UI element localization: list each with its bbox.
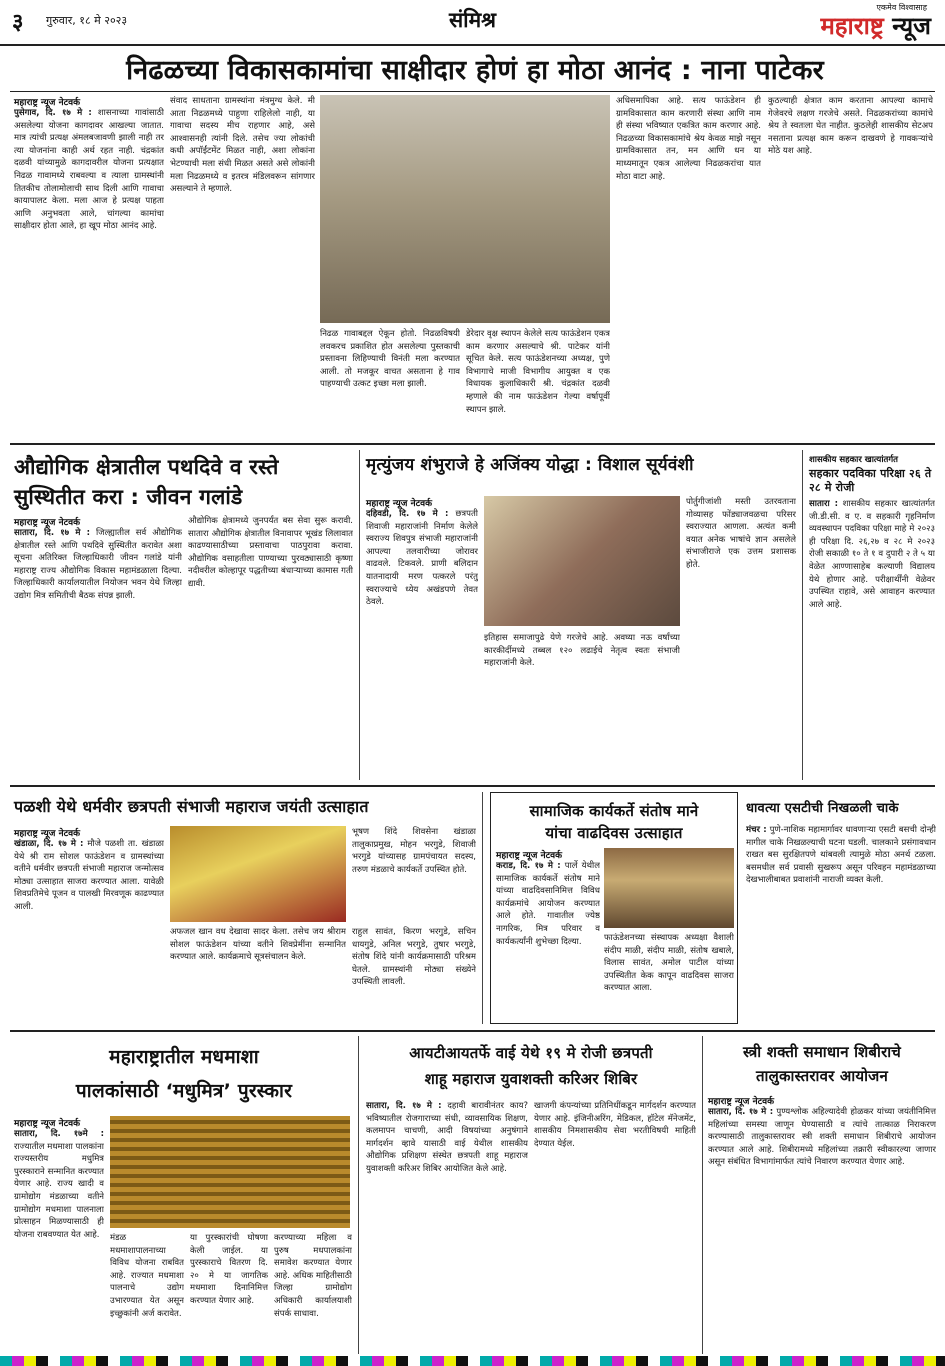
article-column: अफजल खान वध देखावा सादर केला. तसेच जय श्रीराम सोशल फाऊंडेशन यांच्या वतीने शिवप्रेमींना सन्मानित करण्यात आले. कार्यक्रमाचे सूत्रसंचालन केले. [170, 927, 346, 963]
photo-jayanti-banner [170, 826, 346, 922]
headline-st-bus-wheels: धावत्या एसटीची निखळली चाके [746, 801, 899, 816]
article-column: पोर्तुगीजांशी मस्ती उतरवताना गोव्यासह फोंड्याजवळचा परिसर स्वराज्यात आणला. अत्यंत कमी वयात अनेक भाषांचे ज्ञान असलेले संभाजीराजे एक उत्तम प्रशासक होते. [686, 497, 796, 570]
article-column: सातारा : शासकीय सहकार खात्यांतर्गत जी.डी.सी. व ए. व सहकारी गृहनिर्माण व्यवस्थापन पदविका परिक्षा माहे मे २०२३ ही परिक्षा दि. २६,२७ व २८ मे २०२३ रोजी सकाळी १० ते १ व दुपारी २ ते ५ या वेळेत आण्णासाहेब कल्याणी विद्यालय येथे होणार आहे. परीक्षार्थींनी वेळेवर उपस्थित राहावे, असे आवाहन करण्यात आले आहे. [809, 499, 935, 610]
article-column: कराड, दि. १७ मे : पार्ले येथील सामाजिक कार्यकर्ते संतोष माने यांच्या वाढदिवसानिमित्त विविध कार्यक्रमांचे आयोजन करण्यात आले होते. गावातील ज्येष्ठ नागरिक, मित्र परिवार व कार्यकर्त्यांनी शुभेच्छा दिल्या. [496, 861, 600, 947]
article-column: खंडाळा, दि. १७ मे : मौजे पळशी ता. खंडाळा येथे श्री राम सोशल फाऊंडेशन व ग्रामस्थांच्या वतीने धर्मवीर छत्रपती संभाजी महाराज जन्मोत्सव मोठ्या उत्साहात साजरा करण्यात आला. यावेळी शिवप्रतिमेचे पूजन व पालखी मिरवणूक काढण्यात आली. [14, 839, 164, 912]
article-column: अधिसमापिका आहे. सत्य फाऊंडेशन ही ग्रामविकासात काम करणारी संस्था आणि नाम ही संस्था भविष्यात एकत्रित काम करणार आहे. निढळच्या विकासकामांचे श्रेय केवळ माझे नसून ग्रामविकासात तन, मन आणि धन या माध्यमातून एकत्र आलेल्या निढळकरांचा यात मोठा वाटा आहे. [616, 96, 761, 182]
byline: महाराष्ट्र न्यूज नेटवर्क [496, 851, 563, 861]
headline-palashi-jayanti: पळशी येथे धर्मवीर छत्रपती संभाजी महाराज जयंती उत्साहात [14, 797, 369, 816]
page-number: ३ [12, 10, 24, 35]
article-column: सातारा, दि. १७ मे : पुण्यश्लोक अहिल्यादेवी होळकर यांच्या जयंतीनिमित्त महिलांच्या समस्या जाणून घेण्यासाठी व त्यांचे तात्काळ निराकरण करण्यासाठी तालुकास्तरावर स्त्री शक्ती समाधान शिबीराचे आयोजन करण्यात आले आहे. शिबीरामध्ये महिलांच्या तक्रारी स्वीकारल्या जाणार असून संबंधित विभागांमार्फत त्यांचे निवारण करण्यात येणार आहे. [708, 1107, 936, 1168]
article-column: कुठल्याही क्षेत्रात काम करताना आपल्या कामाचे गेजेवरचे लक्षण गरजेचे असते. निढळकरांच्या कामांचे श्रेय ते स्वतःला घेत नाहीत. कुठलेही शासकीय सेटअप नसताना प्रत्यक्ष काम करून दाखवणे हे गावकऱ्यांचे मोठे यश आहे. [768, 96, 933, 157]
article-column: मंडळ मधमाशापालनाच्या विविध योजना राबवित आहे. राज्यात मधमाशा पालनाचे उद्योग उभारण्यात येत असून इच्छुकांनी अर्ज करावेत. [110, 1233, 184, 1319]
article-column: दहिवडी, दि. १७ मे : छत्रपती शिवाजी महाराजांनी निर्माण केलेले स्वराज्य शिवपुत्र संभाजी महाराजांनी आपल्या तलवारीच्या जोरावर वाढवले. टिकवले. प्राणी बलिदान यातनादायी मरण पत्करले परंतु स्वराज्याचे ध्येय अखंडपणे तेवत ठेवले. [366, 509, 478, 608]
headline-stri-shakti-camp: स्त्री शक्ती समाधान शिबीराचे तालुकास्तरावर आयोजन [742, 1043, 902, 1085]
article-column: करण्याच्या महिला व पुरुष मधपालकांना समावेश करण्यात येणार आहे. अधिक माहितीसाठी जिल्हा ग्रामोद्योग अधिकारी कार्यालयाशी संपर्क साधावा. [274, 1233, 352, 1319]
headline-industrial-roads: औद्योगिक क्षेत्रातील पथदिवे व रस्ते सुस्थितीत करा : जीवन गलांडे [14, 455, 279, 509]
article-column: मंचर : पुणे-नाशिक महामार्गावर धावणाऱ्या एसटी बसची दोन्ही मागील चाके निखळल्याची घटना घडली. चालकाने प्रसंगावधान राखत बस सुरक्षितपणे थांबवली त्यामुळे मोठा अनर्थ टळला. बसमधील सर्व प्रवासी सुखरूप असून परिवहन महामंडळाच्या देखभालीबाबत प्रवाशांनी नाराजी व्यक्त केली. [746, 825, 936, 886]
article-column: सातारा, दि. १७मे : राज्यातील मधमाशा पालकांना राज्यस्तरीय मधुमित्र पुरस्काराने सन्मानित करण्यात येणार आहे. राज्य खादी व ग्रामोद्योग मंडळाच्या वतीने ग्रामोद्योग मधमाशा पालनाला प्रोत्साहन मिळण्यासाठी ही योजना राबवण्यात येत आहे. [14, 1129, 104, 1240]
photo-beehive-frame [110, 1116, 350, 1228]
headline-santosh-mane: सामाजिक कार्यकर्ते संतोष माने यांचा वाढदिवस उत्साहात [529, 802, 699, 842]
headline-sambhaji-maharaj: मृत्युंजय शंभुराजे हे अजिंक्य योद्धा : विशाल सूर्यवंशी [366, 455, 694, 475]
article-column: डेरेदार वृक्ष स्थापन केलेले सत्य फाऊंडेशन एकत्र काम करणार असल्याचे श्री. पाटेकर यांनी सूचित केले. सत्य फाऊंडेशनच्या अध्यक्ष, पुणे विभागाचे माजी विभागीय आयुक्त व एक विधायक कुलाधिकारी श्री. चंद्रकांत दळवी म्हणाले की नाम फाऊंडेशन गेल्या वर्षापूर्वी स्थापन झाले. [466, 329, 610, 415]
article-column: इतिहास समाजापुढे येणे गरजेचे आहे. अवघ्या नऊ वर्षांच्या कारकीर्दीमध्ये तब्बल १२० लढाईचे नेतृत्व स्वतः संभाजी महाराजांनी केले. [484, 633, 680, 669]
byline: महाराष्ट्र न्यूज नेटवर्क [14, 829, 81, 839]
article-column: भूषण शिंदे शिवसेना खंडाळा तालुकाप्रमुख, मोहन भरगुडे, शिवाजी भरगुडे यांच्यासह ग्रामपंचायत सदस्य, तरुण मंडळाचे कार्यकर्ते उपस्थित होते. [352, 827, 476, 875]
headline-cooperative-exam: सहकार पदविका परिक्षा २६ ते २८ मे रोजी [809, 467, 932, 494]
byline: महाराष्ट्र न्यूज नेटवर्क [14, 1119, 81, 1129]
article-column: निढळ गावाबद्दल ऐकून होतो. निढळविषयी लवकरच प्रकाशित होत असलेल्या पुस्तकाची प्रस्तावना लिहिण्याची विनंती मला करण्यात आली. तो मजकूर वाचत असताना हे गाव पाहण्याची उत्कट इच्छा मला झाली. [320, 329, 460, 390]
article-column: राहुल सावंत, किरण भरगुडे, सचिन धायगुडे, अनिल भरगुडे, तुषार भरगुडे, संतोष शिंदे यांनी कार्यक्रमासाठी परिश्रम घेतले. ग्रामस्थांनी मोठ्या संख्येने उपस्थिती लावली. [352, 927, 476, 988]
article-column: पुसेगाव, दि. १७ मे : शासनाच्या गावांसाठी असलेल्या योजना कागदावर आखल्या जातात. मात्र त्यांची प्रत्यक्ष अंमलबजावणी झाली नाही तर त्या योजनांना काही अर्थ रहत नाही. चंद्रकांत दळवी यांच्यामुळे कागदावरील योजना प्रत्यक्षात निढळ गावामध्ये राबवल्या व त्याला ग्रामस्थांनी तितकीच तोलामोलाची साथ दिली आणि गावाचा कायापालट केला. मला आज हे प्रत्यक्ष पाहता आणि अनुभवता आले, चांगल्या कामांचा साक्षीदार होता आले, हा खूप मोठा आनंद आहे. [14, 108, 164, 232]
headline-nana-patekar: निढळच्या विकासकामांचा साक्षीदार होणं हा मोठा आनंद : नाना पाटेकर [126, 55, 824, 86]
photo-nana-patekar-visit [320, 95, 610, 323]
masthead-name-b: न्यूज [892, 12, 931, 40]
byline: महाराष्ट्र न्यूज नेटवर्क [14, 518, 81, 528]
photo-lecture-event [484, 496, 680, 626]
masthead-logo [820, 2, 931, 39]
page-header [0, 0, 945, 46]
article-column: संवाद साधताना ग्रामस्थांना मंत्रमुग्ध केले. मी आता निढळमध्ये पाहुणा राहिलेलो नाही, या गावाचा सदस्य मीच राहणार आहे, असे आश्वासनही त्यांनी दिले. तसेच ज्या लोकांची कधी अपॉईंटमेंट मिळत नाही, अशा लोकांना भेटण्याची मला संधी मिळत असते असे लोकांनी मला निढळमध्ये व इतरत्र मंडिलवरून सांगणार असल्याने ते म्हणाले. [170, 96, 315, 195]
photo-birthday [604, 848, 734, 928]
masthead-name-a: महाराष्ट्र [820, 12, 884, 40]
headline-iti-career-camp: आयटीआयतर्फे वाई येथे १९ मे रोजी छत्रपती शाहू महाराज युवाशक्ती करिअर शिबिर [409, 1044, 653, 1088]
article-column: औद्योगिक क्षेत्रामध्ये जुनपर्यंत बस सेवा सुरू करावी. सातारा औद्योगिक क्षेत्रातील विनावापर भूखंड लिलावात काढण्यासाठीच्या प्रस्तावाचा पाठपुरावा करावा. औद्योगिक वसाहतीला पाण्याच्या पुरवठ्यासाठी कृष्णा नदीवरील कोल्हापूर पद्धतीच्या बंधाऱ्याच्या कामास गती द्यावी. [188, 516, 353, 589]
byline: महाराष्ट्र न्यूज नेटवर्क [708, 1097, 775, 1107]
registration-bar [0, 1356, 945, 1366]
article-column: सातारा, दि. १७ मे : दहावी बारावीनंतर काय? भविष्यातील रोजगाराच्या संधी, व्यावसायिक शिक्षण, कलमापन चाचणी, आदी विषयांच्या अनुषंगाने मार्गदर्शन व्हावे यासाठी वाई येथील शासकीय औद्योगिक प्रशिक्षण संस्थेत छत्रपती शाहू महाराज युवाशक्ती करिअर शिबिर आयोजित केले आहे. [366, 1101, 528, 1174]
byline: महाराष्ट्र न्यूज नेटवर्क [14, 98, 81, 108]
issue-date: गुरुवार, १८ मे २०२३ [46, 14, 128, 27]
article-column: सातारा, दि. १७ मे : जिल्ह्यातील सर्व औद्योगिक क्षेत्रातील रस्ते आणि पथदिवे सुस्थितीत करावेत अशा सूचना अतिरिक्त जिल्हाधिकारी जीवन गलांडे यांनी महाराष्ट्र राज्य औद्योगिक विकास महामंडळाला दिल्या. जिल्हाधिकारी कार्यालयातील नियोजन भवन येथे जिल्हा उद्योग मित्र समितीची बैठक संपन्न झाली. [14, 528, 182, 601]
headline-madhumitra-award: महाराष्ट्रातील मधमाशा पालकांसाठी ‘मधुमित्र’ पुरस्कार [75, 1046, 293, 1102]
article-column: फाऊंडेशनच्या संस्थापक अध्यक्षा वैशाली संदीप माळी, संदीप माळी, संतोष खबाले, विलास सावंत, अमोल पाटील यांच्या उपस्थितीत केक कापून वाढदिवस साजरा करण्यात आला. [604, 933, 734, 994]
section-title: संमिश्र [448, 8, 497, 32]
kicker: शासकीय सहकार खात्यांतर्गत [809, 455, 898, 465]
article-column: या पुरस्कारांची घोषणा केली जाईल. या पुरस्काराचे वितरण दि. २० मे या जागतिक मधमाशा दिनानिमित्त करण्यात येणार आहे. [190, 1233, 268, 1306]
article-column: खाजगी कंपन्यांच्या प्रतिनिधींकडून मार्गदर्शन करण्यात येणार आहे. इंजिनीअरिंग, मेडिकल, हॉटेल मॅनेजमेंट, शासकीय निमशासकीय सेवा भरतीविषयी माहिती देण्यात येईल. [534, 1101, 696, 1149]
masthead-tagline: एकमेव विश्वासाह [876, 3, 927, 12]
byline: महाराष्ट्र न्यूज नेटवर्क [366, 499, 433, 509]
